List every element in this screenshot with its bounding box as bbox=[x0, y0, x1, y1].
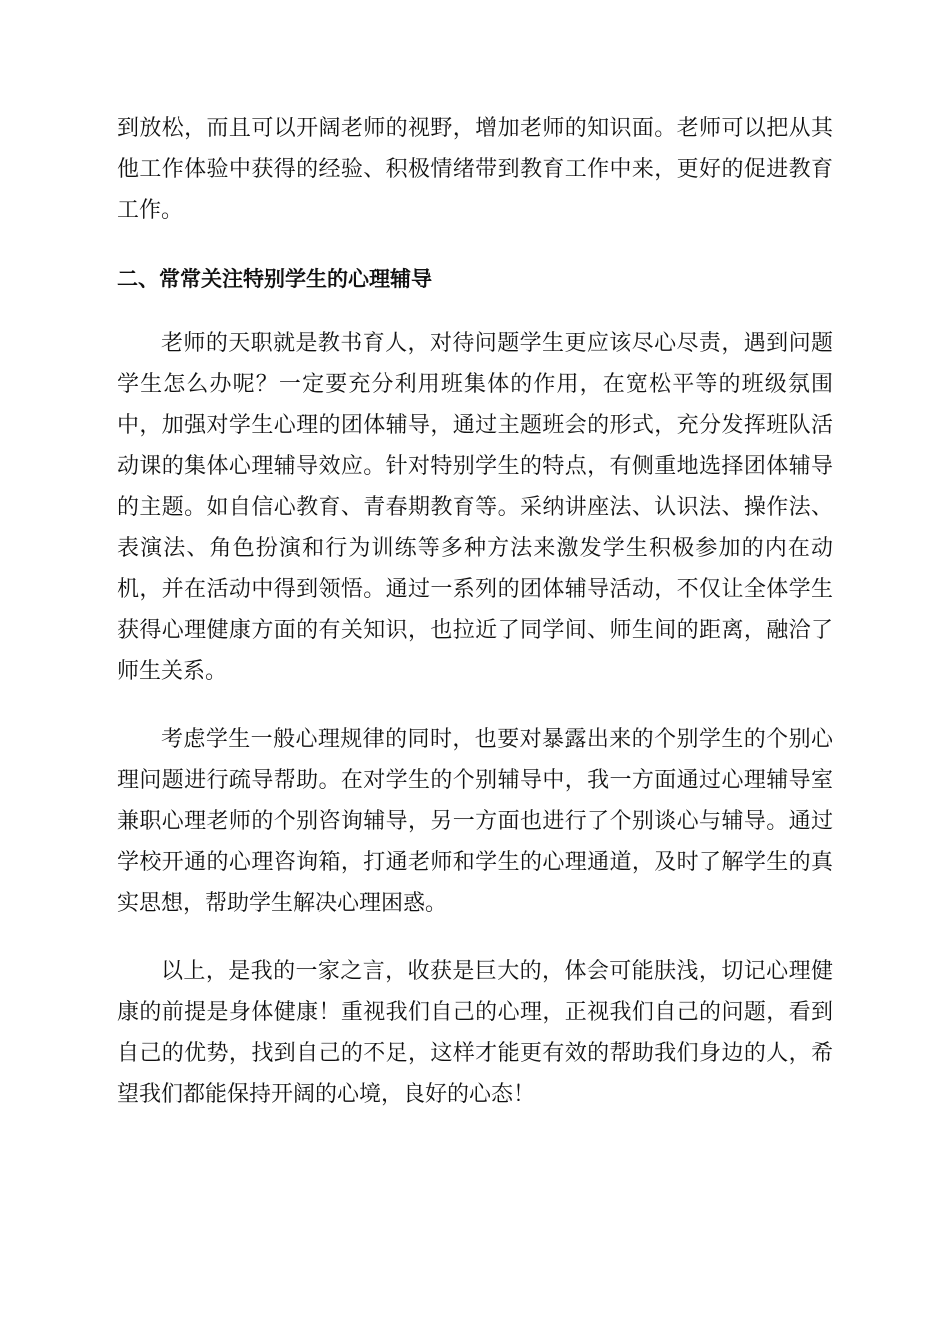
section-heading: 二、常常关注特别学生的心理辅导 bbox=[117, 267, 432, 291]
body-paragraph-1: 老师的天职就是教书育人，对待问题学生更应该尽心尽责，遇到问题学生怎么办呢？一定要充分利用班集体的作用，在宽松平等的班级氛围中，加强对学生心理的团体辅导，通过主题班会的形式，充分发挥班队活动课的集体心理辅导效应。针对特别学生的特点，有侧重地选择团体辅导的主题。如自信心教育、青春期教育等。采纳讲座法、认识法、操作法、表演法、角色扮演和行为训练等多种方法来激发学生积极参加的内在动机，并在活动中得到领悟。通过一系列的团体辅导活动，不仅让全体学生获得心理健康方面的有关知识，也拉近了同学间、师生间的距离，融洽了师生关系。 bbox=[117, 331, 833, 684]
continuation-paragraph: 到放松，而且可以开阔老师的视野，增加老师的知识面。老师可以把从其他工作体验中获得的经验、积极情绪带到教育工作中来，更好的促进教育工作。 bbox=[117, 116, 833, 223]
document-body bbox=[117, 108, 833, 1142]
body-paragraph-3: 以上，是我的一家之言，收获是巨大的，体会可能肤浅，切记心理健康的前提是身体健康！重视我们自己的心理，正视我们自己的问题，看到自己的优势，找到自己的不足，这样才能更有效的帮助我们身边的人，希望我们都能保持开阔的心境，良好的心态！ bbox=[117, 959, 833, 1107]
body-paragraph-2: 考虑学生一般心理规律的同时，也要对暴露出来的个别学生的个别心理问题进行疏导帮助。在对学生的个别辅导中，我一方面通过心理辅导室兼职心理老师的个别咨询辅导，另一方面也进行了个别谈心与辅导。通过学校开通的心理咨询箱，打通老师和学生的心理通道，及时了解学生的真实思想，帮助学生解决心理困惑。 bbox=[117, 727, 833, 916]
